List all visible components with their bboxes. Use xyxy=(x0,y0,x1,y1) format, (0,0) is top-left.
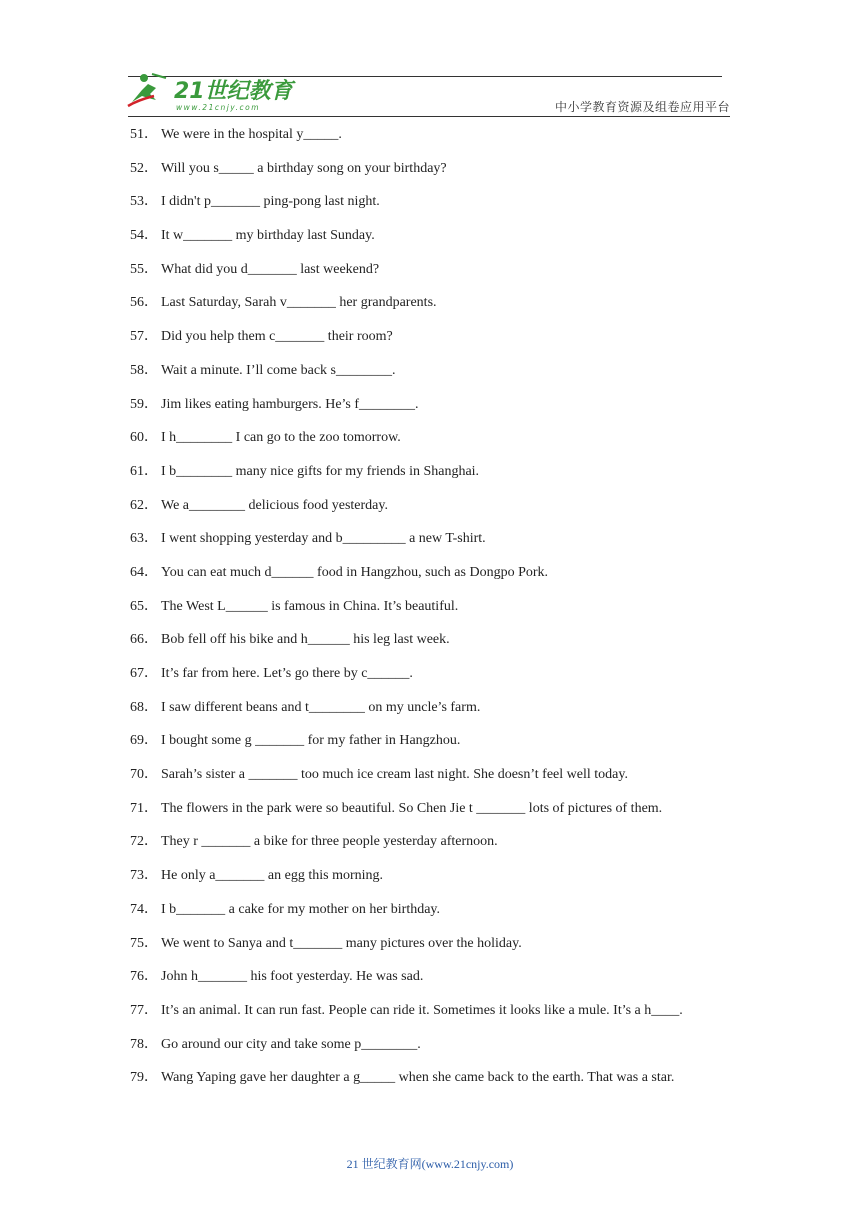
question-text: What did you d_______ last weekend? xyxy=(161,261,380,277)
question-text: John h_______ his foot yesterday. He was sad. xyxy=(161,969,424,985)
question-number: 64． xyxy=(130,564,158,580)
question-number: 69． xyxy=(130,733,158,749)
question-number: 73． xyxy=(130,868,158,884)
question-text: Wait a minute. I’ll come back s________. xyxy=(161,362,396,378)
question-text: It’s far from here. Let’s go there by c______. xyxy=(161,666,413,681)
platform-tagline: 中小学教育资源及组卷应用平台 xyxy=(554,100,730,114)
question-item xyxy=(130,831,740,865)
question-number: 57． xyxy=(130,329,158,345)
question-number: 52． xyxy=(130,160,158,176)
logo-url: www.21cnjy.com xyxy=(176,103,261,112)
question-text: I saw different beans and t________ on my uncle’s farm. xyxy=(161,699,481,715)
question-text: The flowers in the park were so beautiful. So Chen Jie t _______ lots of pictures of them. xyxy=(161,800,663,816)
question-item xyxy=(130,495,740,529)
question-item xyxy=(130,225,740,259)
question-text: The West L______ is famous in China. It’s beautiful. xyxy=(161,598,459,614)
question-item xyxy=(130,697,740,731)
question-item xyxy=(130,562,740,596)
question-item xyxy=(130,730,740,764)
question-number: 61． xyxy=(130,463,158,479)
question-item xyxy=(130,292,740,326)
question-number: 56． xyxy=(130,295,158,311)
question-text: You can eat much d______ food in Hangzhou, such as Dongpo Pork. xyxy=(161,564,549,580)
question-text: He only a_______ an egg this morning. xyxy=(161,868,384,884)
question-text: Go around our city and take some p________. xyxy=(161,1036,421,1052)
question-number: 76． xyxy=(130,969,158,985)
question-number: 54． xyxy=(130,228,158,244)
question-item xyxy=(130,596,740,630)
question-number: 63． xyxy=(130,531,158,547)
question-number: 62． xyxy=(130,497,158,513)
question-number: 77． xyxy=(130,1002,158,1018)
question-number: 67． xyxy=(130,666,158,681)
21cnjy-logo xyxy=(126,68,296,114)
question-number: 75． xyxy=(130,935,158,951)
question-text: Will you s_____ a birthday song on your birthday? xyxy=(161,160,447,176)
question-number: 58． xyxy=(130,362,158,378)
question-number: 72． xyxy=(130,834,158,850)
question-text: We a________ delicious food yesterday. xyxy=(161,497,388,513)
question-text: Wang Yaping gave her daughter a g_____ when she came back to the earth. That was a star. xyxy=(161,1070,675,1086)
question-text: I didn't p_______ ping-pong last night. xyxy=(161,194,380,210)
question-item xyxy=(130,663,740,697)
question-list xyxy=(130,124,740,1101)
question-item xyxy=(130,899,740,933)
question-item xyxy=(130,933,740,967)
question-number: 74． xyxy=(130,901,158,917)
question-text: I b_______ a cake for my mother on her birthday. xyxy=(161,901,441,917)
header-rule-bottom xyxy=(128,116,730,117)
question-number: 55． xyxy=(130,261,158,277)
question-item xyxy=(130,528,740,562)
question-number: 60． xyxy=(130,430,158,446)
question-number: 59． xyxy=(130,396,158,412)
question-text: It’s an animal. It can run fast. People can ride it. Sometimes it looks like a mule. It’s a h____. xyxy=(161,1002,683,1018)
question-text: We went to Sanya and t_______ many pictures over the holiday. xyxy=(161,935,522,951)
question-item xyxy=(130,1000,740,1034)
question-item xyxy=(130,394,740,428)
question-text: I bought some g _______ for my father in Hangzhou. xyxy=(161,733,461,749)
question-text: We were in the hospital y_____. xyxy=(161,127,342,142)
question-text: I h________ I can go to the zoo tomorrow. xyxy=(161,430,401,446)
question-item xyxy=(130,360,740,394)
question-number: 66． xyxy=(130,632,158,648)
question-item xyxy=(130,427,740,461)
question-number: 78． xyxy=(130,1036,158,1052)
question-number: 51． xyxy=(130,127,158,142)
runner-head-icon xyxy=(140,74,148,82)
question-item xyxy=(130,1034,740,1068)
question-text: I b________ many nice gifts for my friends in Shanghai. xyxy=(161,463,480,479)
question-item xyxy=(130,865,740,899)
question-number: 70． xyxy=(130,767,158,783)
question-item xyxy=(130,966,740,1000)
question-item xyxy=(130,629,740,663)
question-text: They r _______ a bike for three people yesterday afternoon. xyxy=(161,834,498,850)
question-text: Last Saturday, Sarah v_______ her grandparents. xyxy=(161,295,437,311)
question-item xyxy=(130,1067,740,1101)
question-item xyxy=(130,158,740,192)
question-number: 53． xyxy=(130,194,158,210)
question-text: Jim likes eating hamburgers. He’s f________. xyxy=(161,396,419,412)
question-item xyxy=(130,326,740,360)
question-text: Did you help them c_______ their room? xyxy=(161,329,393,345)
question-text: Bob fell off his bike and h______ his leg last week. xyxy=(161,632,450,648)
question-item xyxy=(130,798,740,832)
question-text: I went shopping yesterday and b_________ a new T-shirt. xyxy=(161,531,486,547)
footer-site[interactable]: 21 世纪教育网(www.21cnjy.com) xyxy=(346,1157,514,1171)
question-number: 79． xyxy=(130,1070,158,1086)
question-text: Sarah’s sister a _______ too much ice cream last night. She doesn’t feel well today. xyxy=(161,767,628,783)
question-item xyxy=(130,461,740,495)
question-number: 65． xyxy=(130,598,158,614)
question-number: 71． xyxy=(130,800,158,816)
question-text: It w_______ my birthday last Sunday. xyxy=(161,228,375,244)
logo-text: 21世纪教育 xyxy=(174,79,293,104)
question-item xyxy=(130,764,740,798)
question-number: 68． xyxy=(130,699,158,715)
question-item xyxy=(130,259,740,293)
question-item xyxy=(130,191,740,225)
question-item xyxy=(130,124,740,158)
